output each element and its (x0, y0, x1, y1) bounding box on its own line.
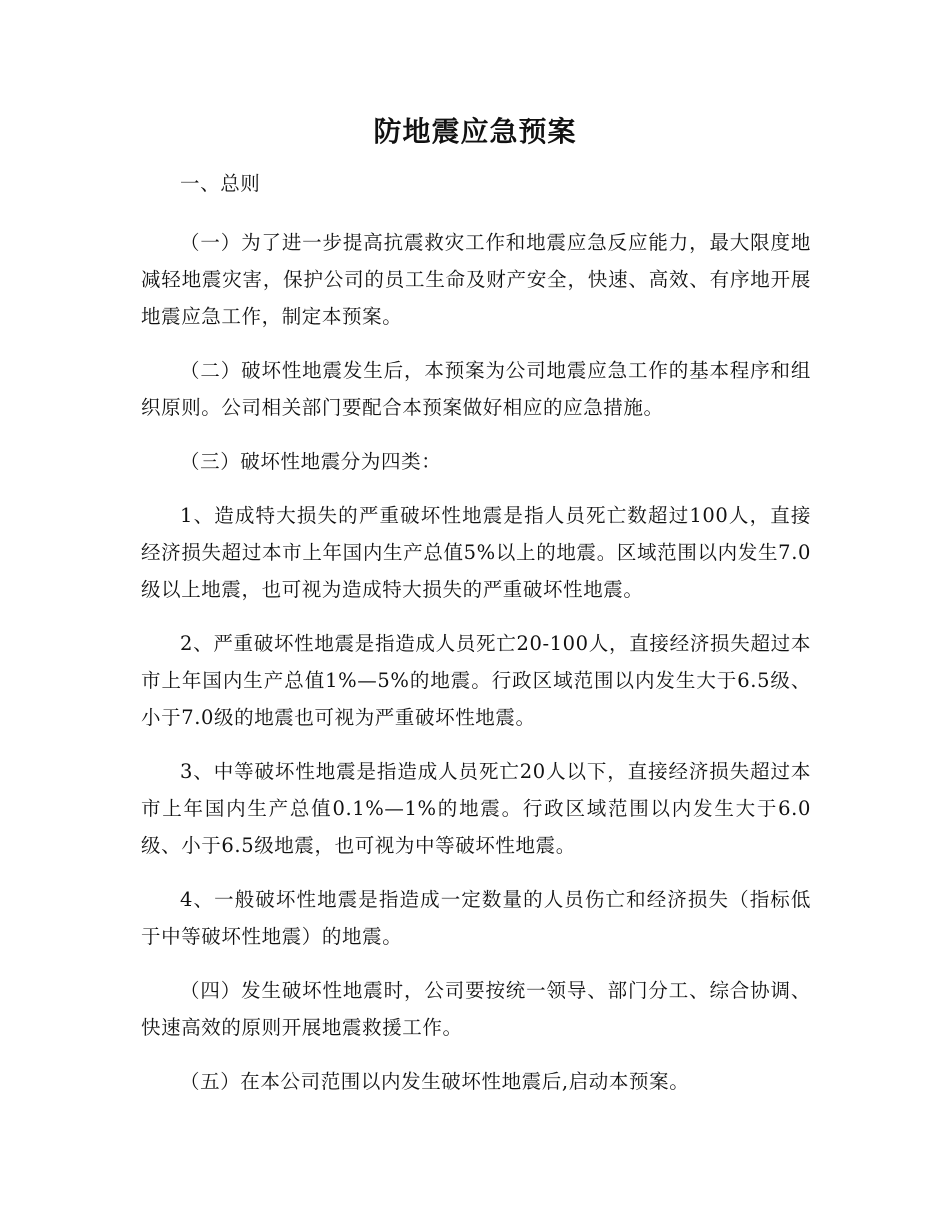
document-body (141, 165, 811, 1117)
document-title: 防地震应急预案 (373, 115, 577, 148)
paragraph-5: 2、严重破坏性地震是指造成人员死亡20-100人，直接经济损失超过本市上年国内生产总值1%—5%的地震。行政区域范围以内发生大于6.5级、小于7.0级的地震也可视为严重破坏性地震。 (141, 632, 811, 729)
paragraph-4: 1、造成特大损失的严重破坏性地震是指人员死亡数超过100人，直接经济损失超过本市上年国内生产总值5%以上的地震。区域范围以内发生7.0级以上地震，也可视为造成特大损失的严重破坏性地震。 (141, 504, 811, 601)
paragraph-3: （三）破坏性地震分为四类： (180, 450, 442, 473)
paragraph-7: 4、一般破坏性地震是指造成一定数量的人员伤亡和经济损失（指标低于中等破坏性地震）的地震。 (141, 888, 811, 948)
paragraph-8: （四）发生破坏性地震时，公司要按统一领导、部门分工、综合协调、快速高效的原则开展地震救援工作。 (141, 979, 811, 1039)
paragraph-1: （一）为了进一步提高抗震救灾工作和地震应急反应能力，最大限度地减轻地震灾害，保护公司的员工生命及财产安全，快速、高效、有序地开展地震应急工作，制定本预案。 (141, 231, 811, 328)
paragraph-9: （五）在本公司范围以内发生破坏性地震后,启动本预案。 (180, 1070, 690, 1093)
paragraph-6: 3、中等破坏性地震是指造成人员死亡20人以下，直接经济损失超过本市上年国内生产总值0.1%—1%的地震。行政区域范围以内发生大于6.0级、小于6.5级地震，也可视为中等破坏性地震。 (141, 760, 811, 857)
paragraph-2: （二）破坏性地震发生后，本预案为公司地震应急工作的基本程序和组织原则。公司相关部门要配合本预案做好相应的应急措施。 (141, 359, 811, 419)
section-heading: 一、总则 (180, 172, 261, 195)
